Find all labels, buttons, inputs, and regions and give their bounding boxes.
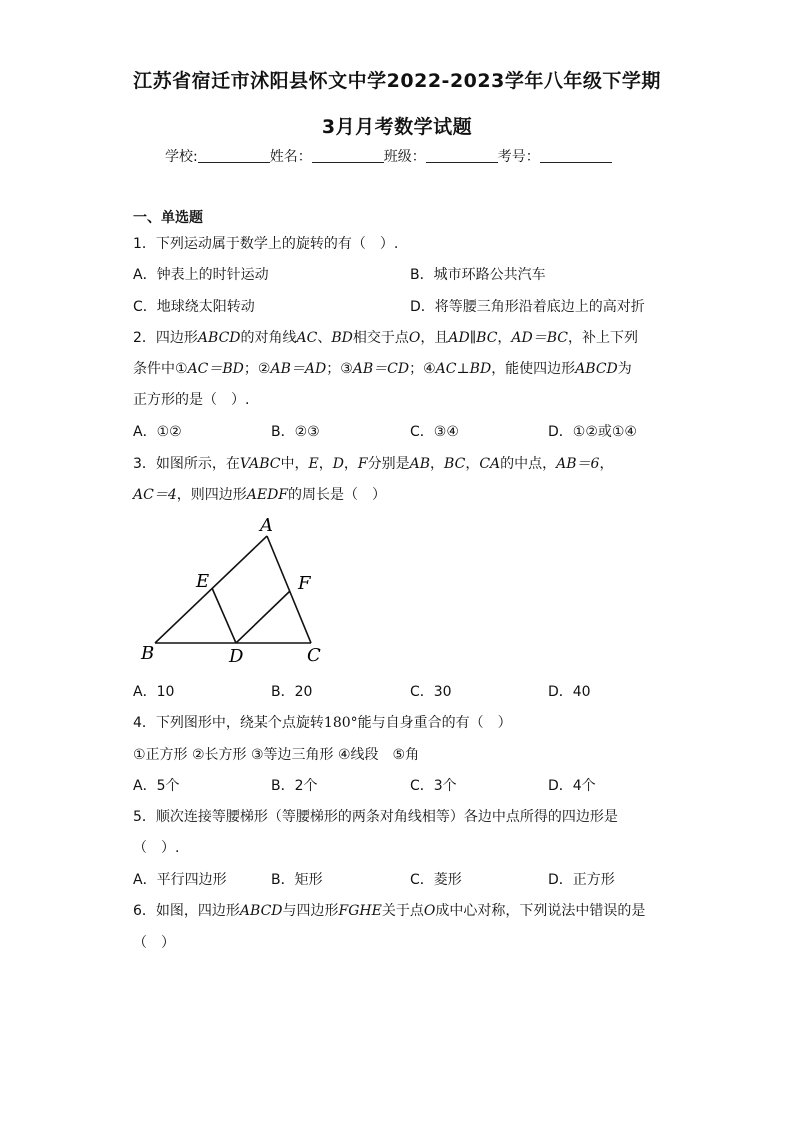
q2-text: 、: [317, 330, 332, 346]
q2-line-2: [133, 358, 632, 378]
q3-text: 分别是: [367, 456, 410, 472]
q2-text: ，且: [420, 330, 449, 346]
q3-text: ，: [343, 456, 358, 472]
q2-text: 为: [617, 361, 632, 377]
q4-option-d: D．4个: [548, 778, 596, 794]
q2-option-c: C．③④: [410, 424, 459, 440]
q2-math: AC＝BD: [187, 361, 244, 377]
q2-option-d: D．①②或①④: [548, 424, 637, 440]
q4-text: 4．下列图形中，绕某个点旋转: [133, 715, 324, 731]
title-line-2: 3月月考数学试题: [321, 116, 473, 138]
q6-line-1: [133, 900, 645, 920]
q3-option-d: D．40: [548, 684, 591, 700]
q2-math: BD: [331, 330, 353, 346]
q6-line-2: （ ）: [133, 935, 175, 951]
section-heading: 一、单选题: [133, 210, 203, 226]
q5-option-a: A．平行四边形: [133, 872, 227, 888]
q3-text: ，则四边形: [176, 487, 247, 503]
q2-math: O: [408, 330, 421, 346]
q3-math: E: [308, 456, 319, 472]
q3-option-a: A．10: [133, 684, 175, 700]
title-line-1: 江苏省宿迁市沭阳县怀文中学2022-2023学年八年级下学期: [133, 70, 661, 92]
q2-math: AB＝CD: [352, 361, 410, 377]
q2-math: AC⊥BD: [435, 361, 492, 377]
name-blank[interactable]: [312, 149, 384, 163]
edge-ed: [212, 588, 236, 643]
q4-option-c: C．3个: [410, 778, 457, 794]
q3-option-c: C．30: [410, 684, 452, 700]
q1-option-d: D．将等腰三角形沿着底边上的高对折: [410, 299, 645, 315]
q3-text: 3．如图所示，在: [133, 456, 240, 472]
q2-text: ，: [497, 330, 512, 346]
q2-text: 的对角线: [240, 330, 297, 346]
q3-line-1: [133, 453, 613, 473]
q2-text: ；②: [243, 361, 271, 377]
q4-text: 能与自身重合的有（ ）: [357, 715, 512, 731]
label-e: E: [196, 571, 210, 592]
school-blank[interactable]: [198, 149, 270, 163]
q5-option-d: D．正方形: [548, 872, 615, 888]
class-blank[interactable]: [426, 149, 498, 163]
q3-line-2: [133, 484, 386, 504]
q2-option-a: A．①②: [133, 424, 182, 440]
q3-text: ，: [599, 456, 614, 472]
q2-text: 相交于点: [352, 330, 409, 346]
q6-text: 成中心对称，下列说法中错误的是: [435, 903, 646, 919]
q2-text: ；③: [326, 361, 353, 377]
q3-math: BC: [444, 456, 466, 472]
q3-text: 的周长是（ ）: [288, 487, 387, 503]
q1-option-b: B．城市环路公共汽车: [410, 267, 546, 283]
q3-text: 的中点，: [500, 456, 557, 472]
q3-math: F: [357, 456, 368, 472]
q3-option-b: B．20: [271, 684, 313, 700]
q1-option-c: C．地球绕太阳转动: [133, 299, 255, 315]
q3-math: AB＝6: [556, 456, 600, 472]
class-label: 班级：: [383, 149, 426, 165]
q1-stem: 1．下列运动属于数学上的旋转的有（ ）.: [133, 236, 399, 252]
exam-number-blank[interactable]: [540, 149, 612, 163]
name-label: 姓名：: [269, 149, 312, 165]
q3-triangle-figure: [130, 512, 330, 672]
q2-text: 条件中①: [133, 361, 188, 377]
school-label: 学校:: [165, 149, 198, 165]
label-a: A: [260, 515, 273, 536]
q2-math: ABCD: [197, 330, 241, 346]
label-d: D: [229, 646, 244, 667]
q3-math: AB: [409, 456, 431, 472]
q6-text: 6．如图，四边形: [133, 903, 240, 919]
q2-math: ABCD: [575, 361, 618, 377]
q2-text: 2．四边形: [133, 330, 198, 346]
info-fields: [165, 146, 612, 166]
q2-math: AC: [296, 330, 318, 346]
q2-option-b: B．②③: [271, 424, 320, 440]
q2-math: AD∥BC: [448, 330, 498, 346]
q3-math: D: [332, 456, 344, 472]
q5-option-c: C．菱形: [410, 872, 462, 888]
q3-text: 中，: [280, 456, 309, 472]
q6-math: ABCD: [239, 903, 283, 919]
q3-math: CA: [479, 456, 501, 472]
q3-text: ，: [318, 456, 333, 472]
q2-math: AD＝BC: [511, 330, 569, 346]
exam-number-label: 考号：: [497, 149, 540, 165]
q2-text: ，能使四边形: [491, 361, 576, 377]
label-f: F: [298, 573, 311, 594]
q3-text: ，: [465, 456, 480, 472]
q6-text: 关于点: [381, 903, 424, 919]
edge-ba: [155, 536, 267, 643]
q2-text: ，补上下列: [568, 330, 639, 346]
q2-text: ；④: [409, 361, 436, 377]
label-b: B: [141, 643, 155, 664]
q6-math: FGHE: [338, 903, 382, 919]
q6-math: O: [423, 903, 436, 919]
q5-stem: 5．顺次连接等腰梯形（等腰梯形的两条对角线相等）各边中点所得的四边形是: [133, 809, 618, 825]
q5-option-b: B．矩形: [271, 872, 323, 888]
q3-math: VABC: [239, 456, 281, 472]
q2-line-3: 正方形的是（ ）.: [133, 392, 250, 408]
q2-math: AB＝AD: [270, 361, 327, 377]
q4-items: ①正方形 ②长方形 ③等边三角形 ④线段 ⑤角: [133, 747, 420, 763]
q3-text: ，: [430, 456, 445, 472]
q1-option-a: A．钟表上的时针运动: [133, 267, 269, 283]
q4-math: 180°: [323, 715, 358, 731]
q3-math: AC＝4: [133, 487, 177, 503]
label-c: C: [307, 645, 321, 666]
q5-stem-2: （ ）.: [133, 840, 180, 856]
q4-stem: [133, 712, 512, 732]
q4-option-a: A．5个: [133, 778, 180, 794]
q4-option-b: B．2个: [271, 778, 318, 794]
q2-line-1: [133, 327, 638, 347]
edge-df: [236, 591, 290, 643]
q3-math: AEDF: [246, 487, 289, 503]
q6-text: 与四边形: [282, 903, 339, 919]
